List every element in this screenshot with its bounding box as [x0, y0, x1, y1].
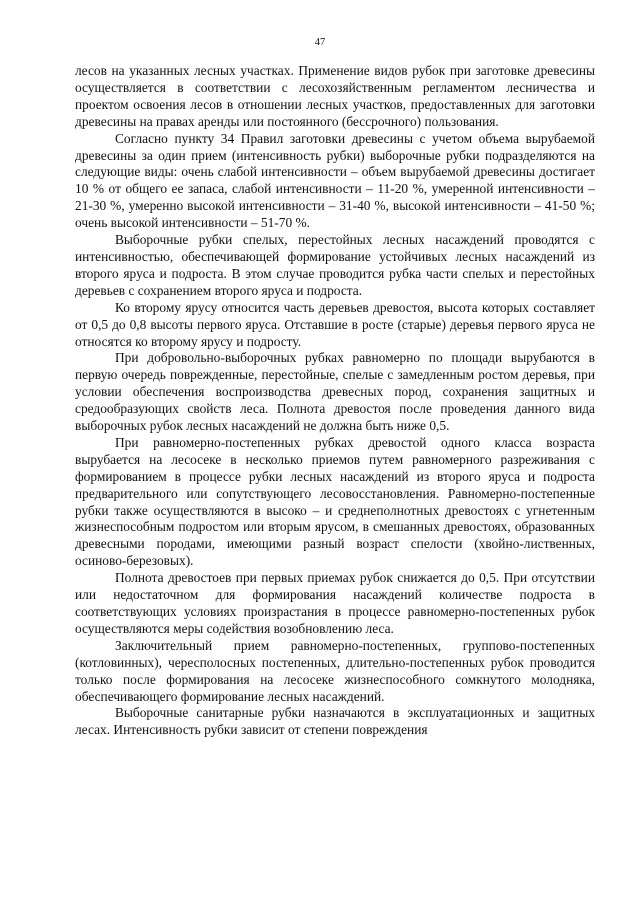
paragraph-8: Заключительный прием равномерно-постепенных, группово-постепенных (котловинных), чересполосных постепенных, длительно-постепенных рубок проводится только после формирования на лесосеке жизнеспособного сомкнутого молодняка, обеспечивающего формирование лесных насаждений.: [75, 637, 595, 704]
paragraph-4: Ко второму ярусу относится часть деревьев древостоя, высота которых составляет от 0,5 до 0,8 высоты первого яруса. Отставшие в росте (старые) деревья первого яруса не относятся ко второму ярусу и подросту.: [75, 299, 595, 349]
paragraph-3: Выборочные рубки спелых, перестойных лесных насаждений проводятся с интенсивностью, обеспечивающей формирование устойчивых лесных насаждений из второго яруса и подроста. В этом случае проводится рубка части спелых и перестойных деревьев с сохранением второго яруса и подроста.: [75, 232, 595, 298]
paragraph-2: Согласно пункту 34 Правил заготовки древесины с учетом объема вырубаемой древесины за один прием (интенсивность рубки) выборочные рубки подразделяются на следующие виды: очень слабой интенсивности – объем вырубаемой древесины достигает 10 % от общего ее запаса, слабой интенсивности – 11-20 %, умеренной интенсивности – 21-30 %, умеренно высокой интенсивности – 31-40 %, высокой интенсивности – 41-50 %; очень высокой интенсивности – 51-70 %.: [75, 130, 595, 231]
paragraph-6: При равномерно-постепенных рубках древостой одного класса возраста вырубается на лесосеке в несколько приемов путем равномерного разреживания с формированием в процессе рубки лесных насаждений из второго яруса и подроста предварительного или сопутствующего лесовосстановления. Равномерно-постепенные рубки также осуществляются в высоко – и среднеполнотных древостоях с угнетенным жизнеспособным подростом или вторым ярусом, в смешанных древостоях, образованных древесными породами, имеющими разный возраст спелости (хвойно-лиственных, осиново-березовых).: [75, 434, 595, 569]
paragraph-9: Выборочные санитарные рубки назначаются в эксплуатационных и защитных лесах. Интенсивность рубки зависит от степени повреждения: [75, 705, 595, 738]
paragraph-5: При добровольно-выборочных рубках равномерно по площади вырубаются в первую очередь поврежденные, перестойные, спелые с замедленным ростом деревья, при условии обеспечения воспроизводства древесных пород, сохранения защитных и средообразующих свойств леса. Полнота древостоя после проведения данного вида выборочных рубок лесных насаждений не должна быть ниже 0,5.: [75, 350, 595, 434]
paragraph-7: Полнота древостоев при первых приемах рубок снижается до 0,5. При отсутствии или недостаточном для формирования насаждений количестве подроста в соответствующих условиях произрастания в процессе равномерно-постепенных рубок осуществляются меры содействия возобновлению леса.: [75, 570, 595, 636]
paragraph-1: лесов на указанных лесных участках. Применение видов рубок при заготовке древесины осуществляется в соответствии с лесохозяйственным регламентом лесничества и проектом освоения лесов в отношении лесных участков, предоставленных для заготовки древесины на правах аренды или постоянного (бессрочного) пользования.: [75, 63, 595, 129]
page-number: 47: [314, 37, 326, 48]
body-text: [75, 63, 595, 739]
